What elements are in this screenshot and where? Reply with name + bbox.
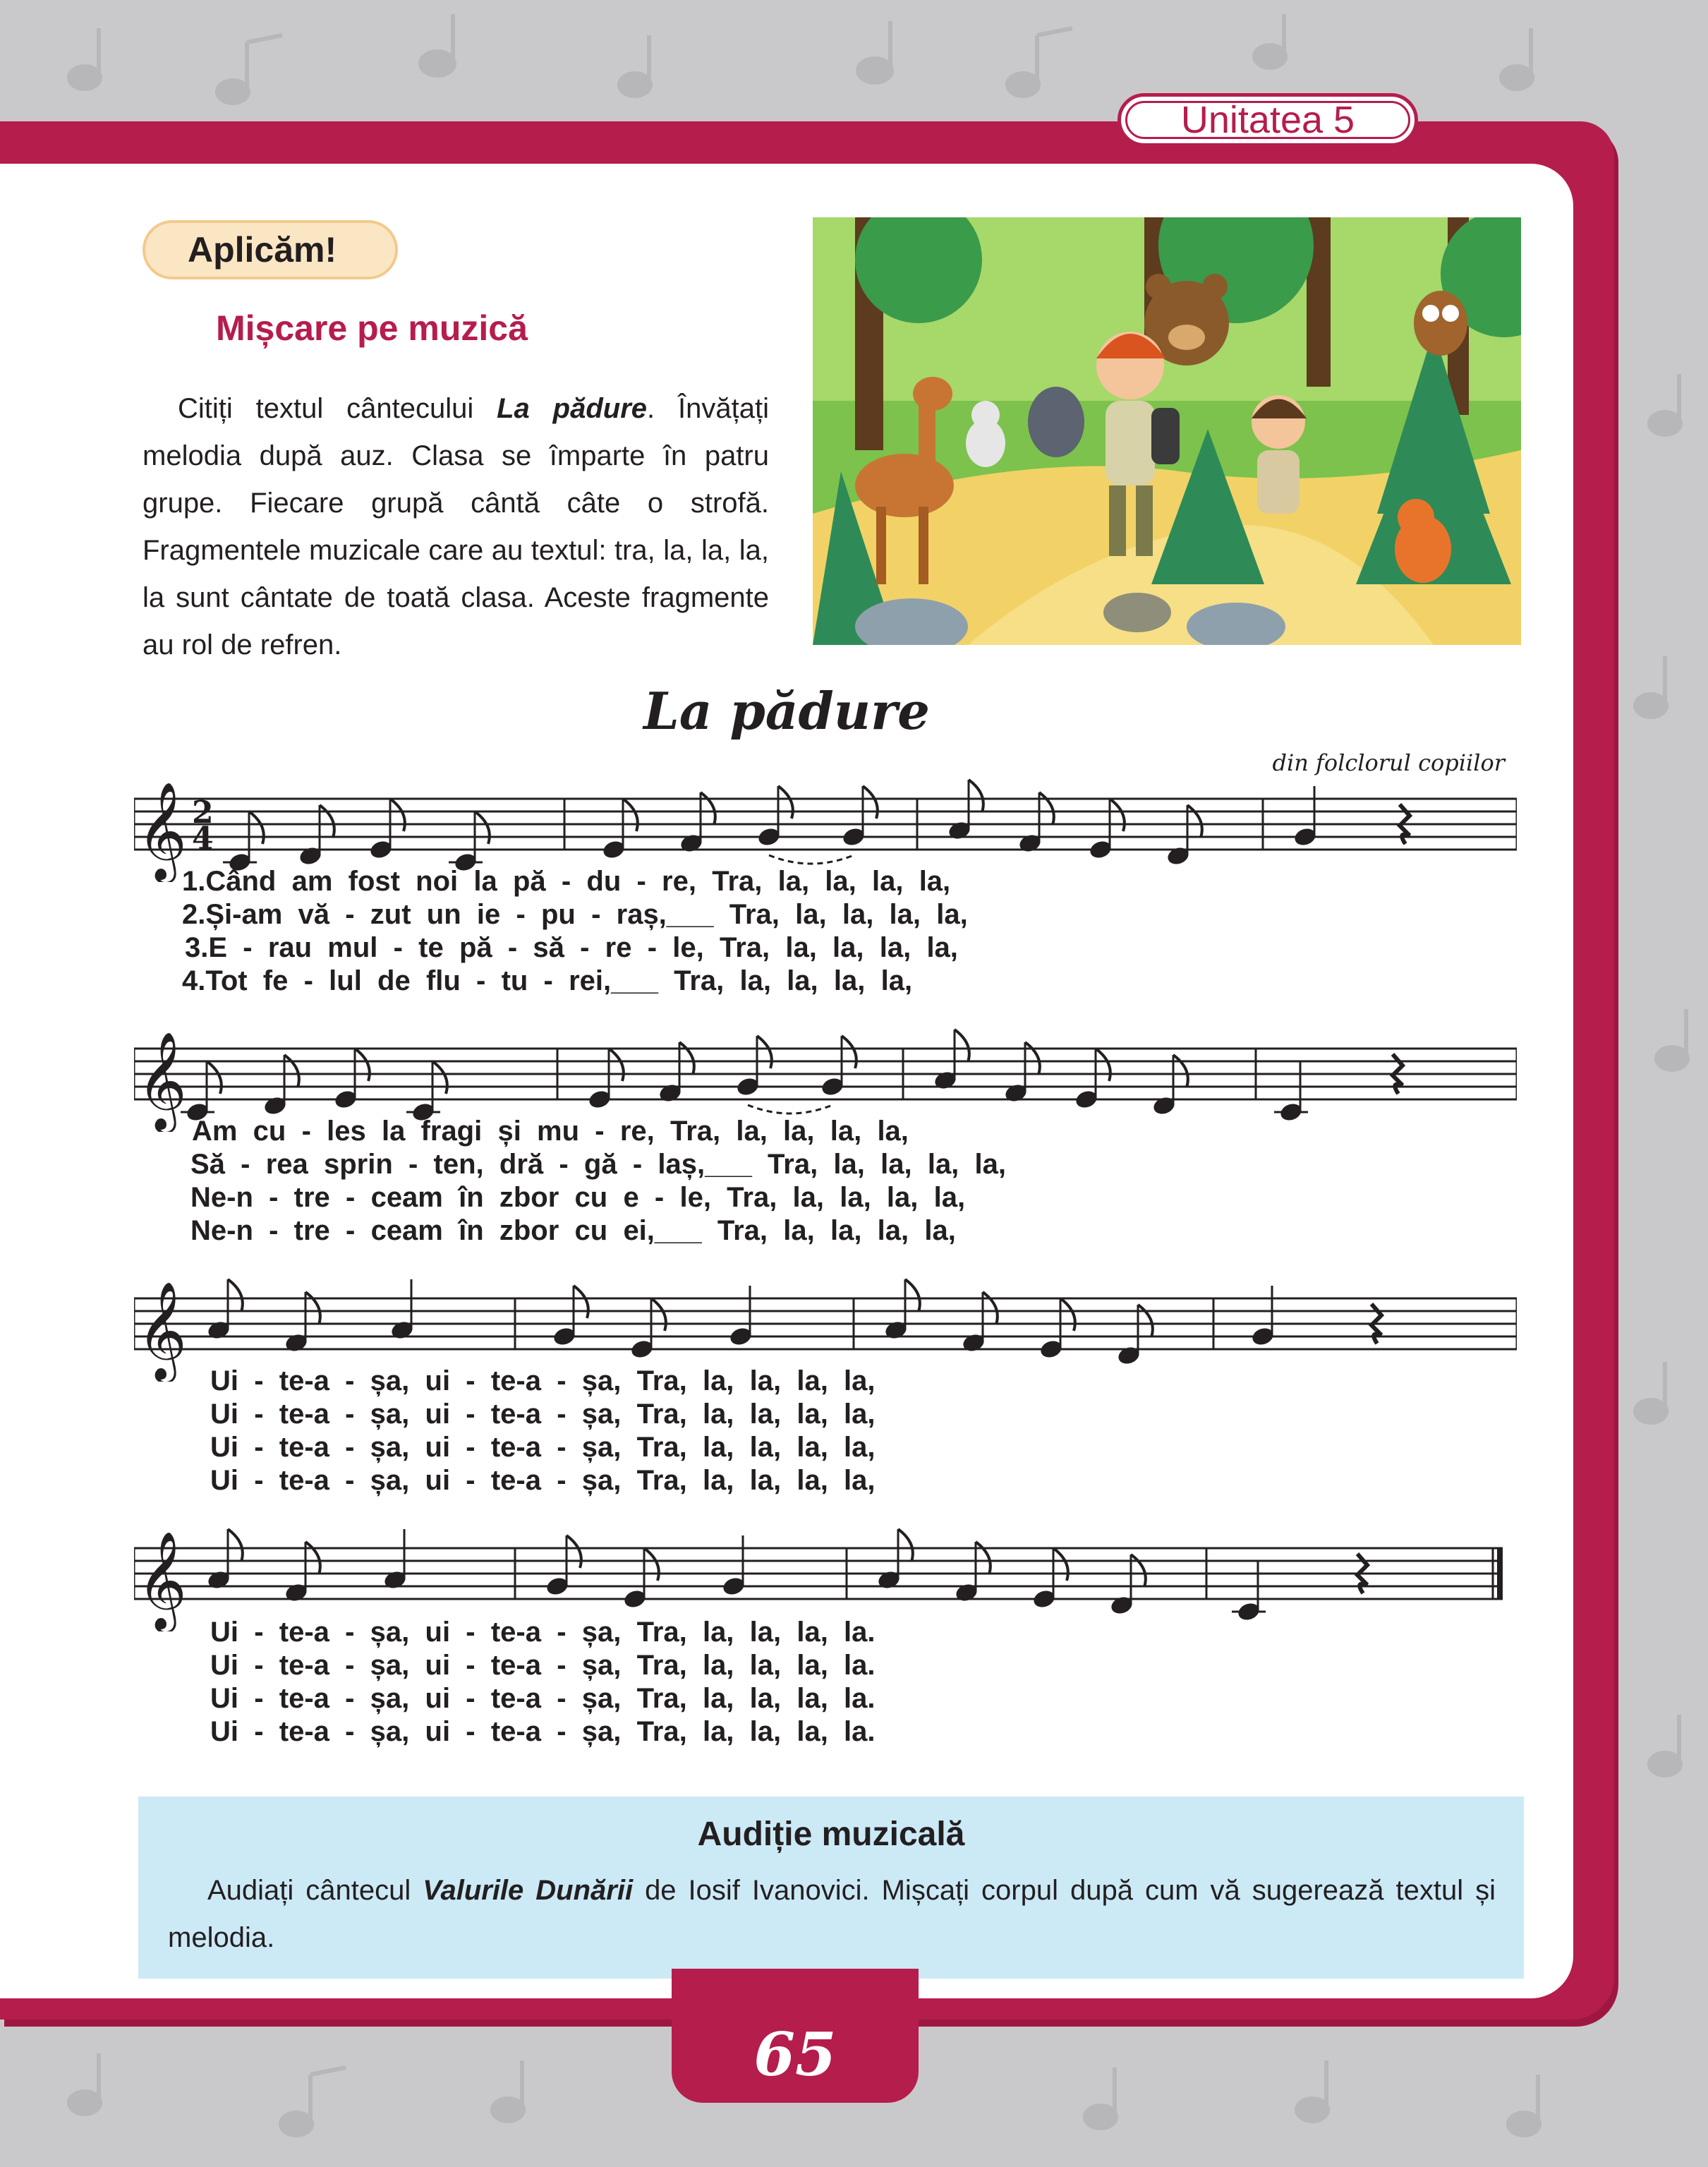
note (728, 1286, 753, 1347)
hedgehog-figure (1103, 593, 1171, 632)
intro-post: . Învățați melodia după auz. Clasa se împarte în patru grupe. Fiecare grupă cântă câte o strofă. Fragmentele muzicale care au textul: tra, la, la, la, la sunt cântate de toată clasa. Aceste fragmente au rol de refren. (143, 393, 769, 660)
note-icon (69, 28, 100, 89)
note-icon (217, 35, 282, 103)
note (1038, 1298, 1075, 1360)
section-badge: Aplicăm! (143, 220, 398, 279)
lyric-line: Ui - te-a - șa, ui - te-a - șa, Tra, la, la, la, la, (210, 1465, 876, 1496)
note (406, 1061, 447, 1123)
note (1074, 1049, 1110, 1110)
forest-illustration (813, 217, 1521, 645)
audition-title: Audiție muzicală (697, 1816, 965, 1853)
note-icon (69, 2053, 100, 2114)
note (756, 786, 793, 847)
lyric-line: 3.E - rau mul - te pă - să - re - le, Tra, la, la, la, la, (185, 932, 958, 963)
note (735, 1036, 772, 1097)
note (629, 1298, 666, 1360)
lyric-line: Ui - te-a - șa, ui - te-a - șa, Tra, la, la, la, la. (210, 1617, 876, 1648)
note-icon (492, 2060, 523, 2121)
intro-pre: Citiți textul cântecului (178, 393, 497, 424)
note (1232, 1561, 1266, 1622)
lyric-line: Ui - te-a - șa, ui - te-a - șa, Tra, la, la, la, la. (210, 1683, 876, 1714)
note (223, 811, 264, 873)
audition-post: de Iosif Ivanovici. Mișcați corpul după cum vă sugerează textul și melodia. (168, 1875, 1496, 1953)
note-icon (1635, 1362, 1666, 1423)
note (1250, 1286, 1276, 1347)
note-icon (420, 14, 454, 76)
time-signature-top: 2 (192, 795, 214, 831)
note-icon (1635, 656, 1666, 717)
note-icon (1656, 1009, 1688, 1070)
note (622, 1548, 659, 1610)
lyric-line: Ui - te-a - șa, ui - te-a - șa, Tra, la, la, la, la, (210, 1432, 876, 1463)
treble-clef-icon: 𝄞 (137, 782, 187, 880)
note-icon (1085, 2068, 1116, 2128)
lyric-line: Am cu - les la fragi și mu - re, Tra, la, la, la, la, (192, 1116, 909, 1147)
audition-box (138, 1797, 1524, 1979)
note-icon (1007, 28, 1072, 96)
note-icon (1649, 1715, 1680, 1775)
note-icon (1508, 2075, 1539, 2135)
time-signature-bottom: 4 (192, 821, 214, 857)
note (721, 1535, 746, 1597)
note (368, 799, 405, 860)
lyric-line: 4.Tot fe - lul de flu - tu - rei,___ Tra, la, la, la, la, (182, 965, 913, 996)
note (820, 1036, 856, 1097)
note-icon (858, 21, 892, 83)
note-icon (1649, 374, 1680, 435)
staff-system-4 (134, 1519, 1517, 1631)
song-credit: din folclorul copiilor (1272, 749, 1505, 776)
treble-clef-icon: 𝄞 (137, 1531, 187, 1629)
note (841, 786, 878, 847)
lyric-line: Ui - te-a - șa, ui - te-a - șa, Tra, la, la, la, la. (210, 1716, 876, 1747)
section-title: Mișcare pe muzică (216, 308, 528, 348)
lyric-line: Ne-n - tre - ceam în zbor cu e - le, Tra, la, la, la, la, (190, 1182, 966, 1213)
lyric-line: Ui - te-a - șa, ui - te-a - șa, Tra, la, la, la, la, (210, 1365, 876, 1396)
tie (748, 1105, 832, 1113)
note (552, 1286, 588, 1347)
note-icon (1297, 2060, 1328, 2121)
lyric-line: Să - rea sprin - ten, dră - gă - laș,___ Tra, la, la, la, la, (190, 1149, 1006, 1180)
page-number: 65 (753, 2020, 837, 2089)
intro-text (143, 385, 769, 669)
lyric-line: 2.Și-am vă - zut un ie - pu - raș,___ Tra, la, la, la, la, (182, 899, 968, 930)
unit-label: Unitatea 5 (1125, 101, 1410, 139)
treble-clef-icon: 𝄞 (137, 1032, 187, 1130)
staff-lines (134, 1298, 1517, 1349)
intro-song-title: La pădure (497, 393, 648, 424)
note-icon (281, 2068, 346, 2135)
lyric-line: Ui - te-a - șa, ui - te-a - șa, Tra, la, la, la, la. (210, 1650, 876, 1681)
note (1031, 1548, 1068, 1610)
treble-clef-icon: 𝄞 (137, 1281, 187, 1380)
audition-song-title: Valurile Dunării (423, 1875, 634, 1906)
wolf-figure (1028, 387, 1084, 457)
note (1088, 799, 1125, 860)
note-icon (1501, 28, 1532, 89)
note (587, 1049, 624, 1110)
lyric-line: Ui - te-a - șa, ui - te-a - șa, Tra, la, la, la, la, (210, 1399, 876, 1430)
note (449, 811, 490, 873)
note (333, 1049, 370, 1110)
staff-lines (134, 1548, 1503, 1599)
final-barline (1497, 1548, 1503, 1599)
tie (769, 855, 854, 864)
note (1292, 786, 1318, 847)
audition-pre: Audiați cântecul (207, 1875, 423, 1906)
song-title: La pădure (643, 681, 930, 741)
lyric-line: Ne-n - tre - ceam în zbor cu ei,___ Tra, la, la, la, la, (190, 1215, 956, 1246)
unit-tab (1118, 93, 1418, 147)
note (545, 1535, 581, 1597)
lyric-line: 1.Când am fost noi la pă - du - re, Tra, la, la, la, la, (182, 866, 951, 897)
audition-text (168, 1867, 1496, 1962)
note (601, 799, 638, 860)
note-icon (1254, 14, 1285, 68)
owl-figure (1414, 291, 1467, 356)
note-icon (619, 35, 650, 96)
note (1274, 1061, 1308, 1123)
